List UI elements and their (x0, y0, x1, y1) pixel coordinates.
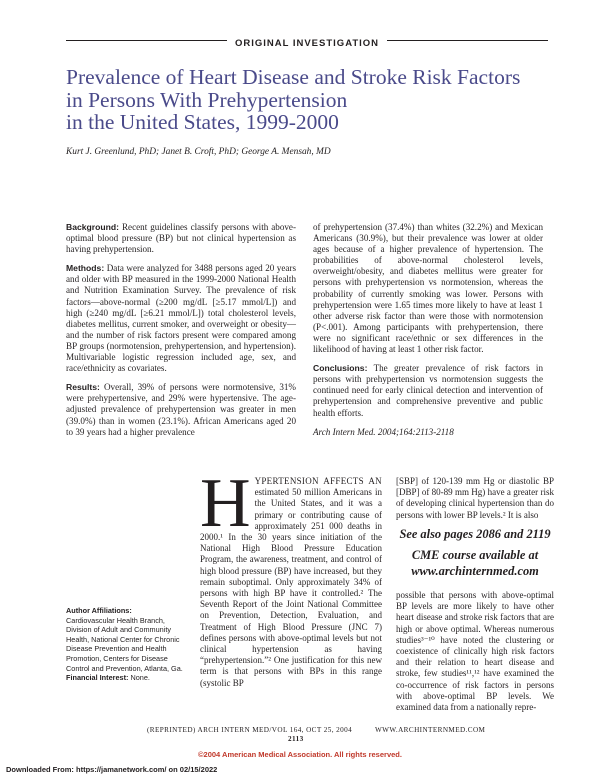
body-column-right-bottom: possible that persons with above-optimal BP levels are more likely to have other heart disease and stroke risk factors that are high or above optimal. Whereas numerous studies³⁻¹⁰ have noted the clustering or coexistence of clinically high risk factors and their relation to heart disease and stroke, few studies¹¹,¹² have examined the co-occurrence of risk factors in persons with above-optimal BP levels. We examined data from a nationally repre- (396, 590, 554, 713)
article-citation: Arch Intern Med. 2004;164:2113-2118 (313, 426, 454, 437)
footer-journal-info: (REPRINTED) ARCH INTERN MED/VOL 164, OCT 25, 2004 (147, 726, 353, 734)
download-link[interactable]: https://jamanetwork.com/ (76, 765, 167, 774)
conclusions-text: The greater prevalence of risk factors in persons with prehypertension vs normotension suggests the continued need for early clinical detection and intervention of prehypertension and comprehensive preventive and public health efforts. (313, 363, 544, 418)
title-line-2: in Persons With Prehypertension (66, 87, 348, 112)
body-paragraph-1: estimated 50 million Americans in the United States, and it was a primary or contributing cause of approximately 251 000 deaths in 2000.¹ In the 30 years since initiation of the National High Blood Pressure Education Program, the awareness, treatment, and control of high blood pressure (BP) have increased, but they remain suboptimal. Only approximately 34% of persons with high BP have it controlled.² The Seventh Report of the Joint National Committee on Prevention, Detection, Evaluation, and Treatment of High Blood Pressure (JNC 7) defines persons with above-optimal levels but not clinical hypertension as having “prehypertension.”² One justification for this new term is that persons with BPs in this range (systolic BP (200, 487, 382, 688)
body-column-right-top: [SBP] of 120-139 mm Hg or diastolic BP [DBP] of 80-89 mm Hg) have a greater risk of developing clinical hypertension than do persons with lower BP levels.² It is also (396, 476, 554, 520)
download-notice (6, 765, 217, 774)
abstract-results (66, 382, 296, 437)
download-label: Downloaded From: (6, 765, 74, 774)
conclusions-heading: Conclusions: (313, 363, 368, 374)
abstract-conclusions (313, 363, 543, 418)
author-affiliations (66, 606, 188, 683)
abstract-background (66, 222, 296, 255)
body-column-left (200, 465, 382, 689)
article-title (66, 66, 548, 134)
cme-line-1: CME course available at (411, 548, 539, 562)
affiliations-text: Cardiovascular Health Branch, Division of Adult and Community Health, National Center for Chronic Disease Prevention and Health Promotion, Centers for Disease Control and Prevention, Atlanta, Ga. (66, 615, 183, 673)
results-text-part2: of prehypertension (37.4%) than whites (32.2%) and Mexican Americans (30.9%), but their prevalence was lower at older ages because of a higher prevalence of hypertension. The probabilities of above-normal cholesterol levels, overweight/obesity, and diabetes mellitus were greater for persons with prehypertension vs normotension, whereas the probability of currently smoking was lower. Persons with prehypertension were 1.65 times more likely to have at least 1 other adverse risk factor than were those with normotension (P<.001). Among participants with prehypertension, there were no significant race/ethnic or sex differences in the likelihood of having at least 1 other risk factor. (313, 222, 543, 355)
title-line-1: Prevalence of Heart Disease and Stroke Risk Factors (66, 65, 521, 89)
abstract-methods (66, 263, 296, 374)
title-line-3: in the United States, 1999-2000 (66, 110, 339, 134)
affiliations-heading: Author Affiliations: (66, 606, 132, 615)
see-also-note: See also pages 2086 and 2119 (399, 527, 551, 541)
abstract-results-continued (313, 222, 543, 355)
copyright-notice: ©2004 American Medical Association. All rights reserved. (198, 750, 402, 759)
run-in-text: YPERTENSION AFFECTS AN (254, 476, 382, 486)
financial-interest-text: None. (130, 673, 150, 683)
methods-text: Data were analyzed for 3488 persons aged 20 years and older with BP measured in the 1999-2000 National Health and Nutrition Examination Survey. The prevalence of risk factors—above-normal (≥200 mg/dL [≥5.17 mmol/L]) and high (≥240 mg/dL [≥6.21 mmol/L]) total cholesterol levels, diabetes mellitus, current smoker, and overweight or obesity—and the number of risk factors present were compared among BP groups (normotension, prehypertension, and hypertension). Multivariable logistic regression included age, sex, and race/ethnicity as covariates. (66, 263, 296, 374)
methods-heading: Methods: (66, 263, 105, 274)
background-text: Recent guidelines classify persons with above-optimal blood pressure (BP) but not clinical hypertension as having prehypertension. (66, 222, 296, 255)
page-number: 2113 (288, 735, 304, 743)
drop-cap: H (200, 465, 251, 542)
abstract-column-left (66, 222, 296, 446)
download-date: on 02/15/2022 (168, 765, 218, 774)
background-heading: Background: (66, 222, 119, 232)
section-label: ORIGINAL INVESTIGATION (227, 38, 387, 49)
results-text-part1: Overall, 39% of persons were normotensive, 31% were prehypertensive, and 29% were hypertensive. The age-adjusted prevalence of prehypertension was greater in men (39.0%) than in women (23.1%). African Americans aged 20 to 39 years had a higher prevalence (66, 382, 296, 437)
abstract-column-right (313, 222, 543, 446)
financial-interest-heading: Financial Interest: (66, 673, 129, 683)
cme-note (396, 547, 554, 579)
author-list: Kurt J. Greenlund, PhD; Janet B. Croft, PhD; George A. Mensah, MD (66, 147, 331, 157)
section-header (66, 40, 548, 55)
footer-website: WWW.ARCHINTERNMED.COM (375, 726, 486, 734)
results-heading: Results: (66, 382, 100, 393)
cme-line-2: www.archinternmed.com (411, 564, 539, 578)
